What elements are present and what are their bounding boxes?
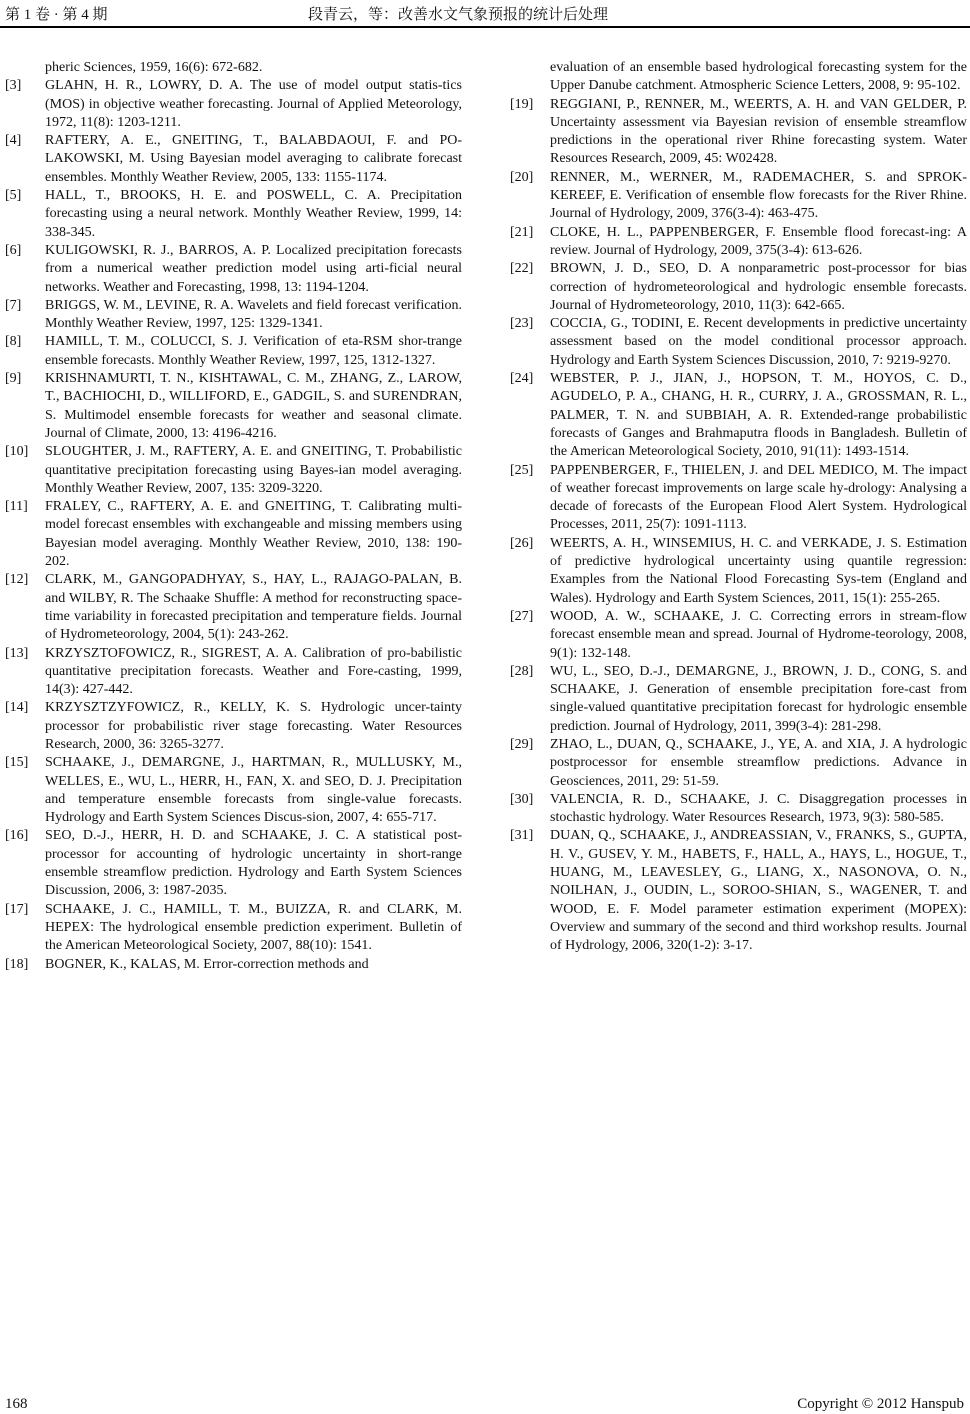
reference-text: DUAN, Q., SCHAAKE, J., ANDREASSIAN, V., FRANKS, S., GUPTA, H. V., GUSEV, Y. M., HABETS, F., HALL, A., HAYS, L., HOGUE, T., HUANG, M., LEAVESLEY, G., LIANG, X., NASONOVA, O. N., NOILHAN, J., OUDIN, L., SOROO-SHIAN, S., WAGENER, T. and WOOD, E. F. Model parameter estimation experiment (MOPEX): Overview and summary of the second and third workshop results. Journal of Hydrology, 2006, 320(1-2): 3-17. (550, 828, 967, 954)
reference-text: KRZYSZTZYFOWICZ, R., KELLY, K. S. Hydrologic uncer-tainty processor for probabilistic river stage forecasting. Water Resources Research, 2000, 36: 3265-3277. (45, 700, 462, 752)
reference-item (5, 132, 462, 187)
reference-item (5, 827, 462, 900)
left-column (5, 59, 462, 974)
reference-text: BRIGGS, W. M., LEVINE, R. A. Wavelets and field forecast verification. Monthly Weather Review, 1997, 125: 1329-1341. (45, 297, 462, 332)
reference-item (5, 187, 462, 242)
reference-text: SCHAAKE, J., DEMARGNE, J., HARTMAN, R., MULLUSKY, M., WELLES, E., WU, L., HERR, H., FAN, X. and SEO, D. J. Precipitation and temperature ensemble forecasts from single-value forecasts. Hydrology and Earth System Sciences Discus-sion, 2007, 4: 655-717. (45, 755, 462, 826)
reference-item (5, 443, 462, 498)
copyright: Copyright © 2012 Hanspub (797, 1396, 964, 1412)
reference-number: [23] (510, 316, 534, 332)
reference-number: [13] (5, 645, 29, 661)
reference-text: WEBSTER, P. J., JIAN, J., HOPSON, T. M., HOYOS, C. D., AGUDELO, P. A., CHANG, H. R., CURRY, J. A., GROSSMAN, R. L., PALMER, T. N. and SUBBIAH, A. R. Extended-range probabilistic forecasts of Ganges and Brahmaputra floods in Bangladesh. Bulletin of the American Meteorological Society, 2010, 91(11): 1493-1514. (550, 371, 967, 460)
reference-number: [16] (5, 828, 29, 844)
reference-number: [6] (5, 242, 22, 258)
reference-item (5, 333, 462, 370)
reference-item (5, 370, 462, 443)
reference-item (510, 370, 967, 461)
reference-number: [27] (510, 608, 534, 624)
reference-item (510, 535, 967, 608)
reference-number: [7] (5, 297, 22, 313)
reference-number: [14] (5, 700, 29, 716)
reference-text: HAMILL, T. M., COLUCCI, S. J. Verification of eta-RSM shor-trange ensemble forecasts. Monthly Weather Review, 1997, 125, 1312-1327. (45, 334, 462, 368)
reference-number: [28] (510, 663, 534, 679)
reference-number: [5] (5, 188, 22, 204)
reference-number: [29] (510, 736, 534, 752)
reference-item (510, 96, 967, 169)
reference-item (510, 663, 967, 736)
reference-item (510, 827, 967, 955)
reference-text: REGGIANI, P., RENNER, M., WEERTS, A. H. and VAN GELDER, P. Uncertainty assessment via Bayesian revision of ensemble streamflow predictions in the operational river Rhine forecasting system. Water Resources Research, 2009, 45: W02428. (550, 96, 967, 167)
reference-number: [26] (510, 535, 534, 551)
reference-number: [31] (510, 828, 534, 844)
reference-continuation: evaluation of an ensemble based hydrological forecasting system for the Upper Danube catchment. Atmospheric Science Letters, 2008, 9: 95-102. (550, 60, 967, 94)
reference-number: [8] (5, 334, 22, 350)
reference-number: [30] (510, 791, 534, 807)
reference-item (5, 498, 462, 571)
reference-number: [15] (5, 755, 29, 771)
reference-item (510, 736, 967, 791)
header-rule (0, 26, 970, 28)
reference-number: [21] (510, 224, 534, 240)
reference-item (5, 571, 462, 644)
reference-text: KRZYSZTOFOWICZ, R., SIGREST, A. A. Calibration of pro-babilistic quantitative precipitation forecasts. Weather and Fore-casting, 1999, 14(3): 427-442. (45, 645, 462, 698)
reference-text: GLAHN, H. R., LOWRY, D. A. The use of model output statis-tics (MOS) in objective weather forecasting. Journal of Applied Meteorology, 1972, 11(8): 1203-1211. (45, 78, 462, 130)
reference-number: [17] (5, 901, 29, 917)
reference-number: [22] (510, 261, 534, 277)
reference-list (510, 96, 967, 956)
reference-item (5, 754, 462, 827)
reference-text: RENNER, M., WERNER, M., RADEMACHER, S. and SPROK-KEREEF, E. Verification of ensemble flow forecasts for the River Rhine. Journal of Hydrology, 2009, 376(3-4): 463-475. (550, 169, 967, 222)
reference-number: [18] (5, 956, 29, 972)
running-title: 段青云，等：改善水文气象预报的统计后处理 (308, 7, 609, 23)
page-number: 168 (5, 1396, 28, 1412)
reference-text: HALL, T., BROOKS, H. E. and POSWELL, C. A. Precipitation forecasting using a neural network. Monthly Weather Review, 1999, 14: 338-345. (45, 188, 462, 240)
reference-text: SCHAAKE, J. C., HAMILL, T. M., BUIZZA, R. and CLARK, M. HEPEX: The hydrological ensemble prediction experiment. Bulletin of the American Meteorological Society, 2007, 88(10): 1541. (45, 901, 462, 954)
reference-item (5, 956, 462, 974)
reference-number: [25] (510, 462, 534, 478)
reference-text: VALENCIA, R. D., SCHAAKE, J. C. Disaggregation processes in stochastic hydrology. Water Resources Research, 1973, 9(3): 580-585. (550, 791, 967, 826)
reference-text: SLOUGHTER, J. M., RAFTERY, A. E. and GNEITING, T. Probabilistic quantitative precipitation forecasting using Bayes-ian model averaging. Monthly Weather Review, 2007, 135: 3209-3220. (45, 444, 462, 496)
reference-text: WEERTS, A. H., WINSEMIUS, H. C. and VERKADE, J. S. Estimation of predictive hydrological uncertainty using quantile regression: Examples from the National Flood Forecasting Sys-tem (England and Wales). Hydrology and Earth System Sciences, 2011, 15(1): 255-265. (550, 535, 967, 606)
reference-item (510, 224, 967, 261)
reference-text: CLOKE, H. L., PAPPENBERGER, F. Ensemble flood forecast-ing: A review. Journal of Hydrology, 2009, 375(3-4): 613-626. (550, 224, 967, 258)
reference-item (510, 260, 967, 315)
reference-number: [24] (510, 371, 534, 387)
reference-text: CLARK, M., GANGOPADHYAY, S., HAY, L., RAJAGO-PALAN, B. and WILBY, R. The Schaake Shuffle: A method for reconstructing space-time variability in forecasted precipitation and temperature fields. Journal of Hydrometeorology, 2004, 5(1): 243-262. (45, 572, 462, 643)
reference-item (5, 77, 462, 132)
right-column (510, 59, 967, 956)
journal-issue: 第 1 卷 · 第 4 期 (5, 7, 108, 23)
reference-number: [11] (5, 499, 28, 515)
reference-text: WU, L., SEO, D.-J., DEMARGNE, J., BROWN, J. D., CONG, S. and SCHAAKE, J. Generation of ensemble precipitation fore-cast from single-valued quantitative precipitation forecast for hydrologic ensemble prediction. Journal of Hydrology, 2011, 399(3-4): 281-298. (550, 663, 967, 734)
reference-text: BROWN, J. D., SEO, D. A nonparametric post-processor for bias correction of hydrometeorological and hydrologic ensemble forecasts. Journal of Hydrometeorology, 2010, 11(3): 642-665. (550, 261, 967, 313)
reference-number: [20] (510, 169, 534, 185)
reference-text: RAFTERY, A. E., GNEITING, T., BALABDAOUI, F. and PO-LAKOWSKI, M. Using Bayesian model averaging to calibrate forecast ensembles. Monthly Weather Review, 2005, 133: 1155-1174. (45, 133, 462, 185)
reference-number: [10] (5, 444, 29, 460)
reference-number: [9] (5, 371, 22, 387)
reference-number: [12] (5, 572, 29, 588)
reference-continuation: pheric Sciences, 1959, 16(6): 672-682. (45, 60, 263, 75)
reference-list (5, 77, 462, 974)
reference-item (5, 645, 462, 700)
reference-number: [3] (5, 78, 22, 94)
reference-text: ZHAO, L., DUAN, Q., SCHAAKE, J., YE, A. and XIA, J. A hydrologic postprocessor for ensemble streamflow predictions. Advance in Geosciences, 2011, 29: 51-59. (550, 736, 967, 789)
reference-text: COCCIA, G., TODINI, E. Recent developments in predictive uncertainty assessment based on the model conditional processor approach. Hydrology and Earth System Sciences Discussion, 2010, 7: 9219-9270. (550, 316, 967, 368)
reference-text: FRALEY, C., RAFTERY, A. E. and GNEITING, T. Calibrating multi-model forecast ensembles with exchangeable and missing members using Bayesian model averaging. Monthly Weather Review, 2010, 138: 190-202. (45, 499, 462, 570)
reference-number: [4] (5, 133, 22, 149)
reference-text: BOGNER, K., KALAS, M. Error-correction methods and (45, 956, 369, 972)
reference-number: [19] (510, 96, 534, 112)
reference-text: PAPPENBERGER, F., THIELEN, J. and DEL MEDICO, M. The impact of weather forecast improvements on large scale hy-drology: Analysing a decade of forecasts of the European Flood Alert System. Hydrological Processes, 2011, 25(7): 1091-1113. (550, 462, 967, 533)
reference-item (510, 462, 967, 535)
reference-text: WOOD, A. W., SCHAAKE, J. C. Correcting errors in stream-flow forecast ensemble mean and spread. Journal of Hydrome-teorology, 2008, 9(1): 132-148. (550, 608, 967, 661)
reference-item (5, 297, 462, 334)
reference-item (5, 901, 462, 956)
reference-text: KRISHNAMURTI, T. N., KISHTAWAL, C. M., ZHANG, Z., LAROW, T., BACHIOCHI, D., WILLIFORD, E., GADGIL, S. and SURENDRAN, S. Multimodel ensemble forecasts for weather and seasonal climate. Journal of Climate, 2000, 13: 4196-4216. (45, 371, 462, 441)
reference-item (510, 169, 967, 224)
reference-text: SEO, D.-J., HERR, H. D. and SCHAAKE, J. C. A statistical post-processor for accounting of hydrologic uncertainty in short-range ensemble streamflow prediction. Hydrology and Earth System Sciences Discussion, 2006, 3: 1987-2035. (45, 828, 462, 899)
reference-item (5, 699, 462, 754)
reference-item (510, 791, 967, 828)
reference-item (5, 242, 462, 297)
reference-item (510, 608, 967, 663)
reference-text: KULIGOWSKI, R. J., BARROS, A. P. Localized precipitation forecasts from a numerical weather prediction model using arti-ficial neural networks. Weather and Forecasting, 1998, 13: 1194-1204. (45, 242, 462, 295)
reference-item (510, 315, 967, 370)
